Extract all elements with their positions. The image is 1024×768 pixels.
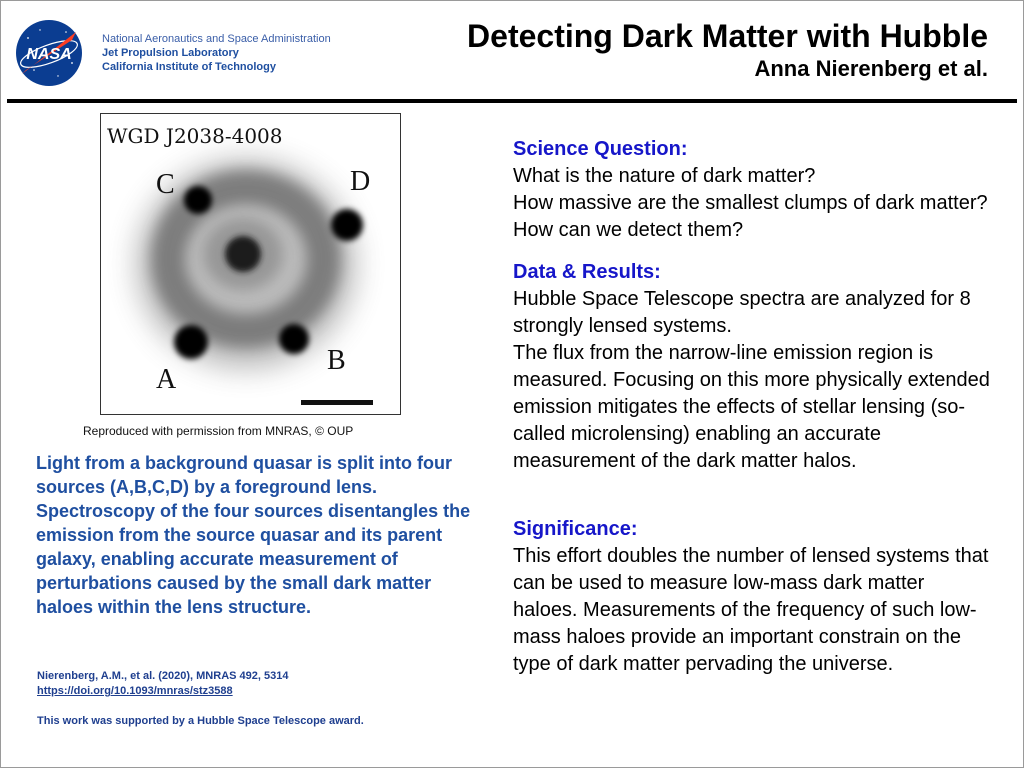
figure-caption: Reproduced with permission from MNRAS, © OUP [83,424,354,438]
quasar-image-a [174,325,208,359]
data-results-body: Hubble Space Telescope spectra are analyzed for 8 strongly lensed systems. The flux from the narrow-line emission region is measured. Focusing on this more physically extended emission mitigates the effects of stellar lensing (so-called microlensing) enabling an accurate measurement of the dark matter halos. [513,288,990,472]
lens-image-graphic [101,114,400,414]
nasa-logo [14,18,84,88]
nasa-logo-text: NASA [26,46,72,63]
funding-note: This work was supported by a Hubble Space Telescope award. [37,715,364,727]
slide-authors: Anna Nierenberg et al. [754,56,988,81]
label-c: C [156,169,175,200]
quasar-image-b [279,324,309,354]
lens-system-name: WGD J2038-4008 [107,124,283,148]
section-significance [513,516,993,678]
quasar-image-c [184,186,212,214]
label-a: A [156,364,177,395]
org-nasa: National Aeronautics and Space Administration [102,33,331,45]
label-b: B [327,345,346,376]
quasar-image-d [331,209,363,241]
data-results-heading: Data & Results: [513,261,661,283]
org-caltech: California Institute of Technology [102,61,276,73]
lens-galaxy-core [225,236,261,272]
significance-heading: Significance: [513,518,638,540]
science-question-heading: Science Question: [513,138,688,160]
organization-block [102,32,331,74]
section-data-results [513,259,993,475]
org-jpl: Jet Propulsion Laboratory [102,47,239,59]
label-d: D [350,166,371,197]
significance-body: This effort doubles the number of lensed systems that can be used to measure low-mass dark matter haloes. Measurements of the frequency of such low-mass haloes provide an important constrain on the type of dark matter pervading the universe. [513,545,989,675]
header-divider [7,99,1017,103]
slide-title: Detecting Dark Matter with Hubble [467,18,988,54]
reference-citation: Nierenberg, A.M., et al. (2020), MNRAS 492, 5314 [37,670,289,682]
doi-link[interactable]: https://doi.org/10.1093/mnras/stz3588 [37,685,233,697]
figure-description: Light from a background quasar is split into four sources (A,B,C,D) by a foreground lens. Spectroscopy of the four sources disentangles the emission from the source quasar and its parent galaxy, enabling accurate measurement of perturbations caused by the small dark matter haloes within the lens structure. [36,453,471,617]
section-science-question [513,136,993,244]
scale-bar [301,400,373,405]
science-question-body: What is the nature of dark matter? How massive are the smallest clumps of dark matter? How can we detect them? [513,165,988,241]
lens-image [100,113,401,415]
reference-block [37,669,288,699]
